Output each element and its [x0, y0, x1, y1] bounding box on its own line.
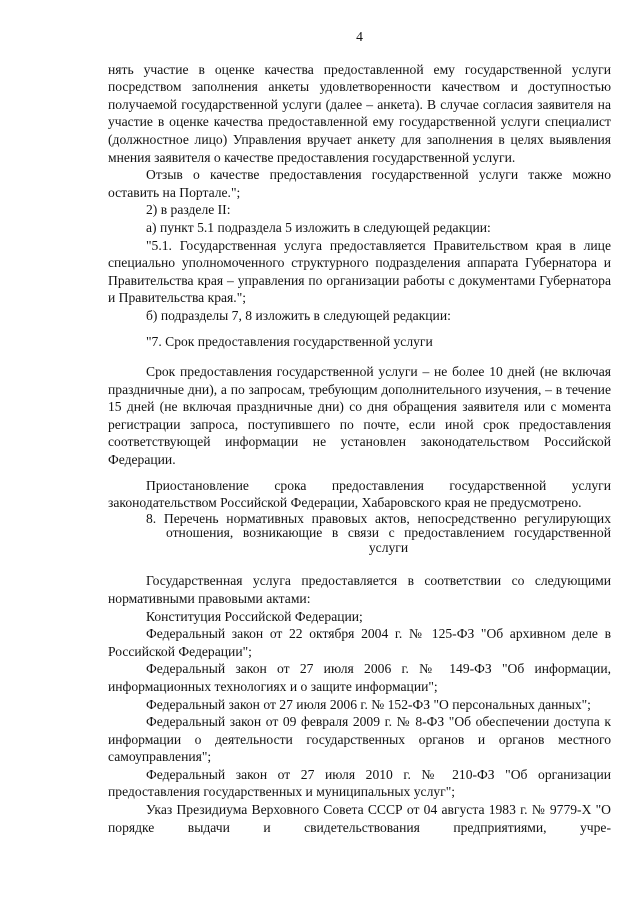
paragraph-item-b: б) подразделы 7, 8 изложить в следующей редакции: — [146, 307, 451, 323]
paragraph-item-a: а) пункт 5.1 подраздела 5 изложить в следующей редакции: — [146, 219, 491, 235]
legal-act-210-fz: Федеральный закон от 27 июля 2010 г. № 210-ФЗ "Об организации предоставления государственных и муниципальных услуг"; — [108, 766, 611, 800]
paragraph-service-term: Срок предоставления государственной услуги – не более 10 дней (не включая праздничные дни), а по запросам, требующим дополнительного изучения, – в течение 15 дней (не включая праздничные дни) со дня обращения заявителя или с момента регистрации запроса, поступившего по почте, если иной срок предоставления соответствующей информации не установлен законодательством Российской Федерации. — [108, 364, 611, 468]
legal-act-constitution: Конституция Российской Федерации; — [146, 608, 363, 624]
document-page — [108, 28, 611, 836]
paragraph-clause-5-1: "5.1. Государственная услуга предоставляется Правительством края в лице специально уполномоченного структурного подразделения аппарата Губернатора и Правительства края – управления по организации работы с документами Губернатора и Правительства края."; — [108, 237, 611, 306]
paragraph-legal-acts-intro: Государственная услуга предоставляется в соответствии со следующими нормативными правовыми актами: — [108, 573, 611, 606]
legal-act-125-fz: Федеральный закон от 22 октября 2004 г. № 125-ФЗ "Об архивном деле в Российской Федерации"; — [108, 626, 611, 659]
paragraph-feedback-portal: Отзыв о качестве предоставления государственной услуги также можно оставить на Портале."; — [108, 167, 611, 200]
subsection-8-heading — [108, 512, 611, 556]
subsection-8-heading-text: 8. Перечень нормативных правовых актов, непосредственно регулирующих отношения, возникающие в связи с предоставлением государственной услуги — [146, 510, 611, 555]
paragraph-section-ii: 2) в разделе II: — [146, 202, 231, 218]
legal-act-8-fz: Федеральный закон от 09 февраля 2009 г. № 8-ФЗ "Об обеспечении доступа к информации о деятельности государственных органов и органов местного самоуправления"; — [108, 714, 611, 765]
legal-act-decree-9779-x: Указ Президиума Верховного Совета СССР от 04 августа 1983 г. № 9779-Х "О порядке выдачи и свидетельствования предприятиями, учре- — [108, 802, 611, 835]
page-number: 4 — [356, 29, 363, 44]
subsection-7-heading: "7. Срок предоставления государственной услуги — [146, 333, 433, 349]
paragraph-survey-participation: нять участие в оценке качества предоставленной ему государственной услуги посредством заполнения анкеты удовлетворенности качеством и доступностью получаемой государственной услуги (далее – анкета). В случае согласия заявителя на участие в оценке качества предоставленной ему государственной услуги специалист (должностное лицо) Управления вручает анкету для заполнения в целях выявления мнения заявителя о качестве предоставления государственной услуги. — [108, 61, 611, 165]
paragraph-suspension: Приостановление срока предоставления государственной услуги законодательством Российской Федерации, Хабаровского края не предусмотрено. — [108, 477, 611, 511]
legal-act-152-fz: Федеральный закон от 27 июля 2006 г. № 152-ФЗ "О персональных данных"; — [146, 696, 591, 712]
legal-act-149-fz: Федеральный закон от 27 июля 2006 г. № 149-ФЗ "Об информации, информационных технологиях и о защите информации"; — [108, 661, 611, 694]
